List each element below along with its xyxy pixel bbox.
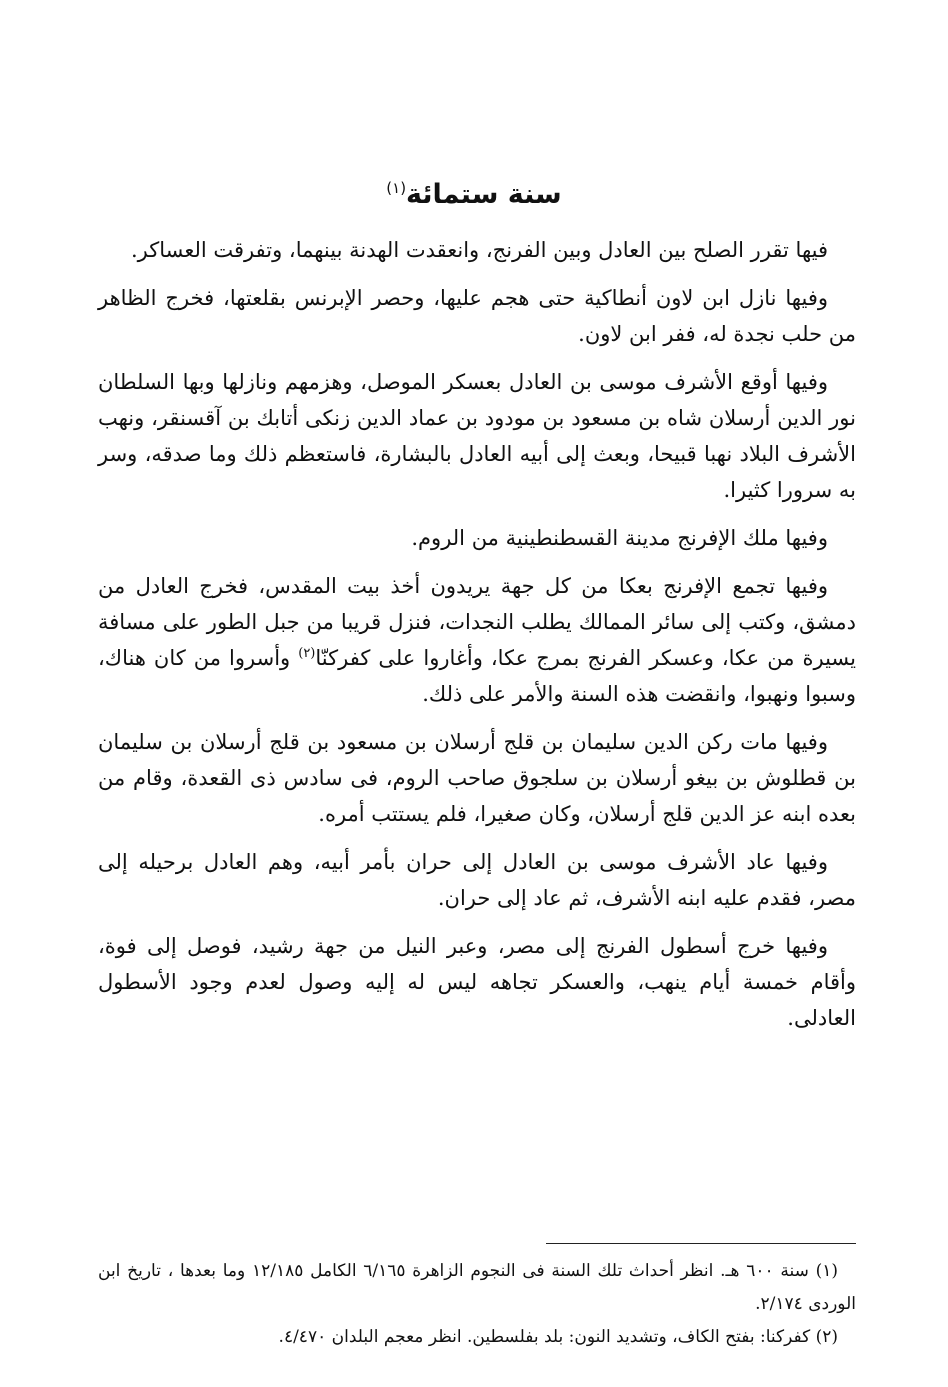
heading-title: سنة ستمائة — [406, 179, 562, 210]
footnote: (١) سنة ٦٠٠ هـ. انظر أحداث تلك السنة فى النجوم الزاهرة ٦/١٦٥ الكامل ١٢/١٨٥ وما بعدها ، تاريخ ابن الوردى ٢/١٧٤. — [98, 1261, 856, 1314]
footnote-ref[interactable]: (٢) — [298, 646, 316, 661]
paragraph: وفيها مات ركن الدين سليمان بن قلج أرسلان بن مسعود بن قلج أرسلان بن سليمان بن قطلوش بن بيغو أرسلان بن سلجوق صاحب الروم، فى سادس ذى القعدة، وقام من بعده ابنه عز الدين قلج أرسلان، وكان صغيرا، فلم يستتب أمره. — [98, 730, 856, 826]
paragraph-text: وفيها تجمع الإفرنج بعكا من كل جهة يريدون أخذ بيت المقدس، فخرج العادل من دمشق، وكتب إلى سائر الممالك يطلب النجدات، فنزل قريبا من جبل الطور على مسافة يسيرة من عكا، وعسكر الفرنج بمرج عكا، وأغاروا على كفركنّا — [98, 574, 856, 670]
footnote: (٢) كفركنا: بفتح الكاف، وتشديد النون: بلد بفلسطين. انظر معجم البلدان ٤/٤٧٠. — [278, 1327, 838, 1347]
paragraph: فيها تقرر الصلح بين العادل وبين الفرنج، وانعقدت الهدنة بينهما، وتفرقت العساكر. — [130, 238, 828, 262]
body-text — [98, 232, 856, 1048]
paragraph: وفيها نازل ابن لاون أنطاكية حتى هجم عليها، وحصر الإبرنس بقلعتها، فخرج الظاهر من حلب نجدة له، ففر ابن لاون. — [98, 286, 856, 346]
paragraph: وفيها أوقع الأشرف موسى بن العادل بعسكر الموصل، وهزمهم ونازلها وبها السلطان نور الدين أرسلان شاه بن مسعود بن مودود بن عماد الدين زنكى أتابك بن آقسنقر، ونهب الأشرف البلاد نهبا قبيحا، وبعث إلى أبيه العادل بالبشارة، فاستعظم ذلك وما صدقه، وسر به سرورا كثيرا. — [98, 370, 856, 502]
paragraph-text: وأسروا من كان هناك، وسبوا ونهبوا، وانقضت هذه السنة والأمر على ذلك. — [98, 646, 856, 706]
footnotes — [98, 1255, 856, 1354]
footnote-divider — [546, 1243, 856, 1244]
paragraph: وفيها خرج أسطول الفرنج إلى مصر، وعبر النيل من جهة رشيد، فوصل إلى فوة، وأقام خمسة أيام ينهب، والعسكر تجاهه ليس له إليه وصول لعدم وجود الأسطول العادلى. — [98, 934, 856, 1030]
paragraph: وفيها عاد الأشرف موسى بن العادل إلى حران بأمر أبيه، وهم العادل برحيله إلى مصر، فقدم عليه ابنه الأشرف، ثم عاد إلى حران. — [98, 850, 856, 910]
section-heading — [0, 168, 948, 215]
paragraph — [98, 568, 856, 712]
heading-footnote-ref[interactable]: (١) — [386, 179, 407, 197]
paragraph: وفيها ملك الإفرنج مدينة القسطنطينية من الروم. — [411, 526, 828, 550]
